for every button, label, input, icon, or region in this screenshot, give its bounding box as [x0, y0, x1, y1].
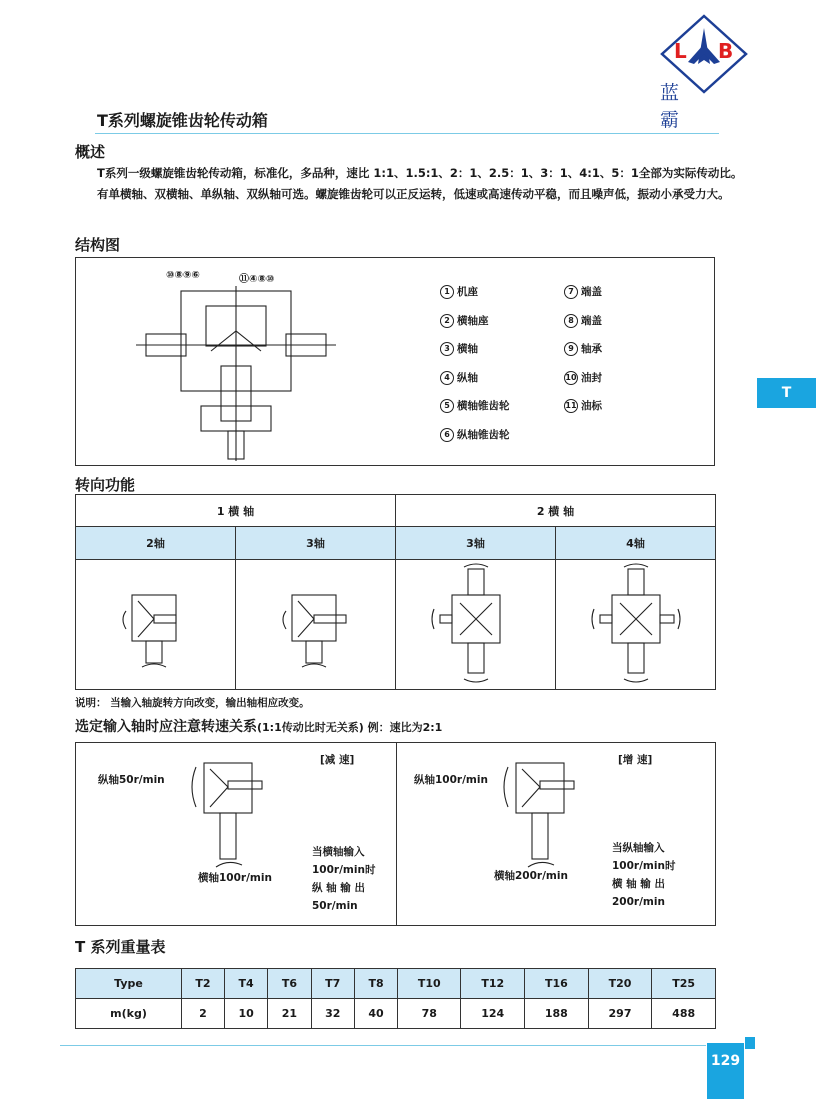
table-cell: 188: [525, 999, 589, 1029]
speed-tag-right: [增 速]: [618, 754, 653, 766]
table-cell: 40: [354, 999, 397, 1029]
table-cell: 124: [461, 999, 525, 1029]
table-cell: 21: [268, 999, 311, 1029]
legend-item: 5 横轴锥齿轮: [440, 398, 510, 413]
rotation-diagram-cell: [76, 560, 236, 690]
rotation-diagram-cell: [556, 560, 716, 690]
legend-item: 1 机座: [440, 284, 478, 299]
structure-panel: [75, 257, 715, 466]
column-header: 3轴: [396, 527, 556, 560]
rotation-diagram: [116, 573, 196, 673]
page-title: T系列螺旋锥齿轮传动箱: [97, 111, 268, 130]
legend-item: 3 横轴: [440, 341, 478, 356]
callouts-left: ⑩⑧⑨⑥: [166, 270, 200, 281]
table-cell: 78: [398, 999, 461, 1029]
speed-desc-right: 当纵轴输入 100r/min时 横 轴 输 出 200r/min: [612, 842, 676, 908]
speed-bottom-label-left: 横轴100r/min: [198, 872, 272, 884]
speed-top-label-right: 纵轴100r/min: [414, 774, 488, 786]
rotation-diagram-cell: [396, 560, 556, 690]
group-header: 2 横 轴: [396, 495, 716, 527]
speed-bottom-label-right: 横轴200r/min: [494, 870, 568, 882]
rotation-diagram: [426, 561, 526, 685]
legend-item: 2 横轴座: [440, 313, 489, 328]
page-marker: [745, 1037, 755, 1049]
legend-item: 11 油标: [565, 400, 602, 412]
section-tab-t[interactable]: T: [757, 378, 816, 408]
callouts-right: ⑪④⑧⑩: [239, 274, 275, 285]
rotation-heading: 转向功能: [75, 476, 136, 494]
legend-item: 10 油封: [565, 372, 602, 384]
speed-heading: 选定输入轴时应注意转速关系(1:1传动比时无关系) 例：速比为2:1: [75, 719, 443, 735]
speed-desc-left: 当横轴输入 100r/min时 纵 轴 输 出 50r/min: [312, 846, 376, 912]
overview-text: T系列一级螺旋锥齿轮传动箱，标准化，多品种，速比 1:1、1.5:1、2：1、2.5：1、3：1、4:1、5：1全部为实际传动比。有单横轴、双横轴、单纵轴、双纵轴可选。螺旋锥齿轮可以正反运转，低速或高速传动平稳，而且噪声低，振动小承受力大。: [97, 166, 743, 201]
column-header: 3轴: [236, 527, 396, 560]
speed-divider: [396, 743, 397, 925]
speed-top-label-left: 纵轴50r/min: [98, 774, 165, 786]
page-number: 129: [707, 1043, 744, 1099]
rotation-note: 说明： 当输入轴旋转方向改变，输出轴相应改变。: [75, 697, 310, 709]
weight-heading: T 系列重量表: [75, 938, 166, 956]
legend-item: 8 端盖: [564, 313, 602, 328]
table-cell: 2: [182, 999, 225, 1029]
table-cell: 488: [652, 999, 716, 1029]
structure-heading: 结构图: [75, 236, 121, 254]
table-cell: 297: [588, 999, 652, 1029]
rotation-diagram: [586, 561, 686, 685]
column-header: 2轴: [76, 527, 236, 560]
speed-tag-left: [减 速]: [320, 754, 355, 766]
table-header-cell: T20: [588, 969, 652, 999]
group-header: 1 横 轴: [76, 495, 396, 527]
table-cell: 10: [224, 999, 267, 1029]
rotation-diagram: [266, 573, 366, 673]
legend-item: 4 纵轴: [440, 370, 478, 385]
table-header-cell: T2: [182, 969, 225, 999]
column-header: 4轴: [556, 527, 716, 560]
rotation-diagram-cell: [236, 560, 396, 690]
logo-letter-l: L: [674, 39, 687, 63]
table-header-cell: T7: [311, 969, 354, 999]
table-header-cell: T4: [224, 969, 267, 999]
table-header-cell: Type: [76, 969, 182, 999]
table-row-label: m(kg): [76, 999, 182, 1029]
weight-table: [75, 968, 716, 1029]
gearbox-section-drawing: [136, 266, 386, 461]
legend-item: 6 纵轴锥齿轮: [440, 427, 510, 442]
logo-letter-b: B: [718, 39, 734, 63]
title-divider: [95, 133, 719, 134]
legend-item: 9 轴承: [564, 341, 602, 356]
table-header-cell: T8: [354, 969, 397, 999]
legend-item: 7 端盖: [564, 284, 602, 299]
logo-brand-text: 蓝 霸: [660, 82, 702, 131]
footer-divider: [60, 1045, 706, 1046]
table-cell: 32: [311, 999, 354, 1029]
speed-diagram-right: [496, 753, 586, 873]
overview-heading: 概述: [75, 143, 106, 161]
table-header-cell: T6: [268, 969, 311, 999]
table-header-cell: T16: [525, 969, 589, 999]
table-header-cell: T10: [398, 969, 461, 999]
table-header-cell: T12: [461, 969, 525, 999]
speed-panel: [75, 742, 716, 926]
speed-diagram-left: [184, 753, 274, 873]
rotation-table: [75, 494, 716, 690]
table-header-cell: T25: [652, 969, 716, 999]
